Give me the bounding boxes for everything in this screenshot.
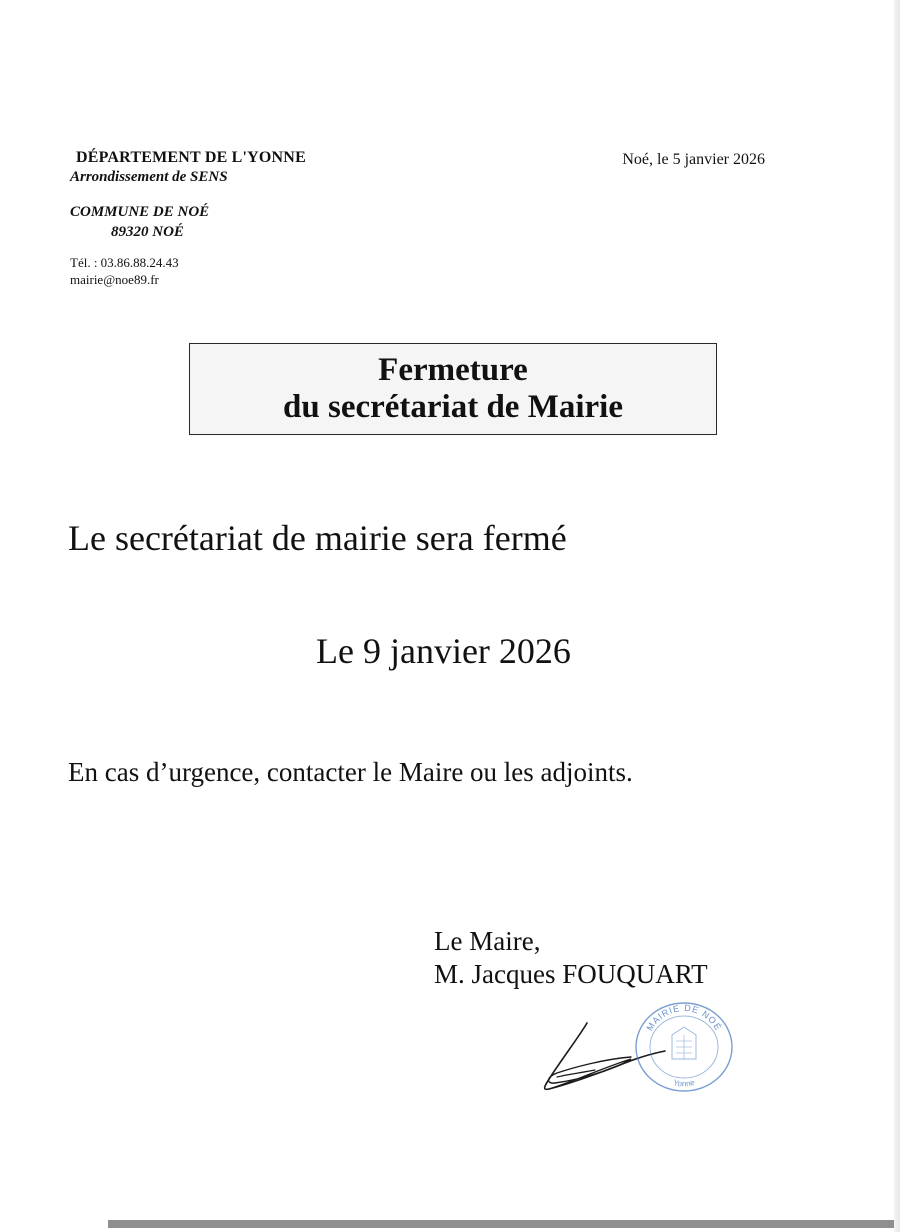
- scan-bottom-bar: [108, 1220, 894, 1228]
- svg-text:MAIRIE DE NOÉ: [644, 1003, 723, 1033]
- stamp-text: MAIRIE DE NOÉ: [644, 1002, 724, 1033]
- signatory-name: M. Jacques FOUQUART: [434, 959, 708, 989]
- commune-name: COMMUNE DE NOÉ: [70, 204, 210, 220]
- telephone: Tél. : 03.86.88.24.43: [70, 255, 179, 270]
- emergency-notice: En cas d’urgence, contacter le Maire ou les adjoints.: [68, 757, 633, 787]
- arrondissement-name: Arrondissement de SENS: [70, 169, 228, 185]
- svg-text:Yonne: [672, 1078, 696, 1089]
- title-line-2: du secrétariat de Mairie: [283, 389, 623, 425]
- closure-date: Le 9 janvier 2026: [316, 631, 571, 671]
- mairie-stamp: [628, 995, 738, 1095]
- closure-statement: Le secrétariat de mairie sera fermé: [68, 518, 567, 558]
- email-address: mairie@noe89.fr: [70, 272, 159, 287]
- stamp-subtext: Yonne: [672, 1077, 696, 1089]
- signatory-role: Le Maire,: [434, 926, 541, 956]
- department-name: DÉPARTEMENT DE L'YONNE: [76, 149, 306, 166]
- scan-edge: [894, 0, 900, 1232]
- postal-address: 89320 NOÉ: [111, 224, 184, 240]
- date-line: Noé, le 5 janvier 2026: [622, 151, 765, 168]
- title-line-1: Fermeture: [378, 352, 528, 388]
- title-box: [189, 343, 717, 435]
- letterhead: [70, 148, 390, 288]
